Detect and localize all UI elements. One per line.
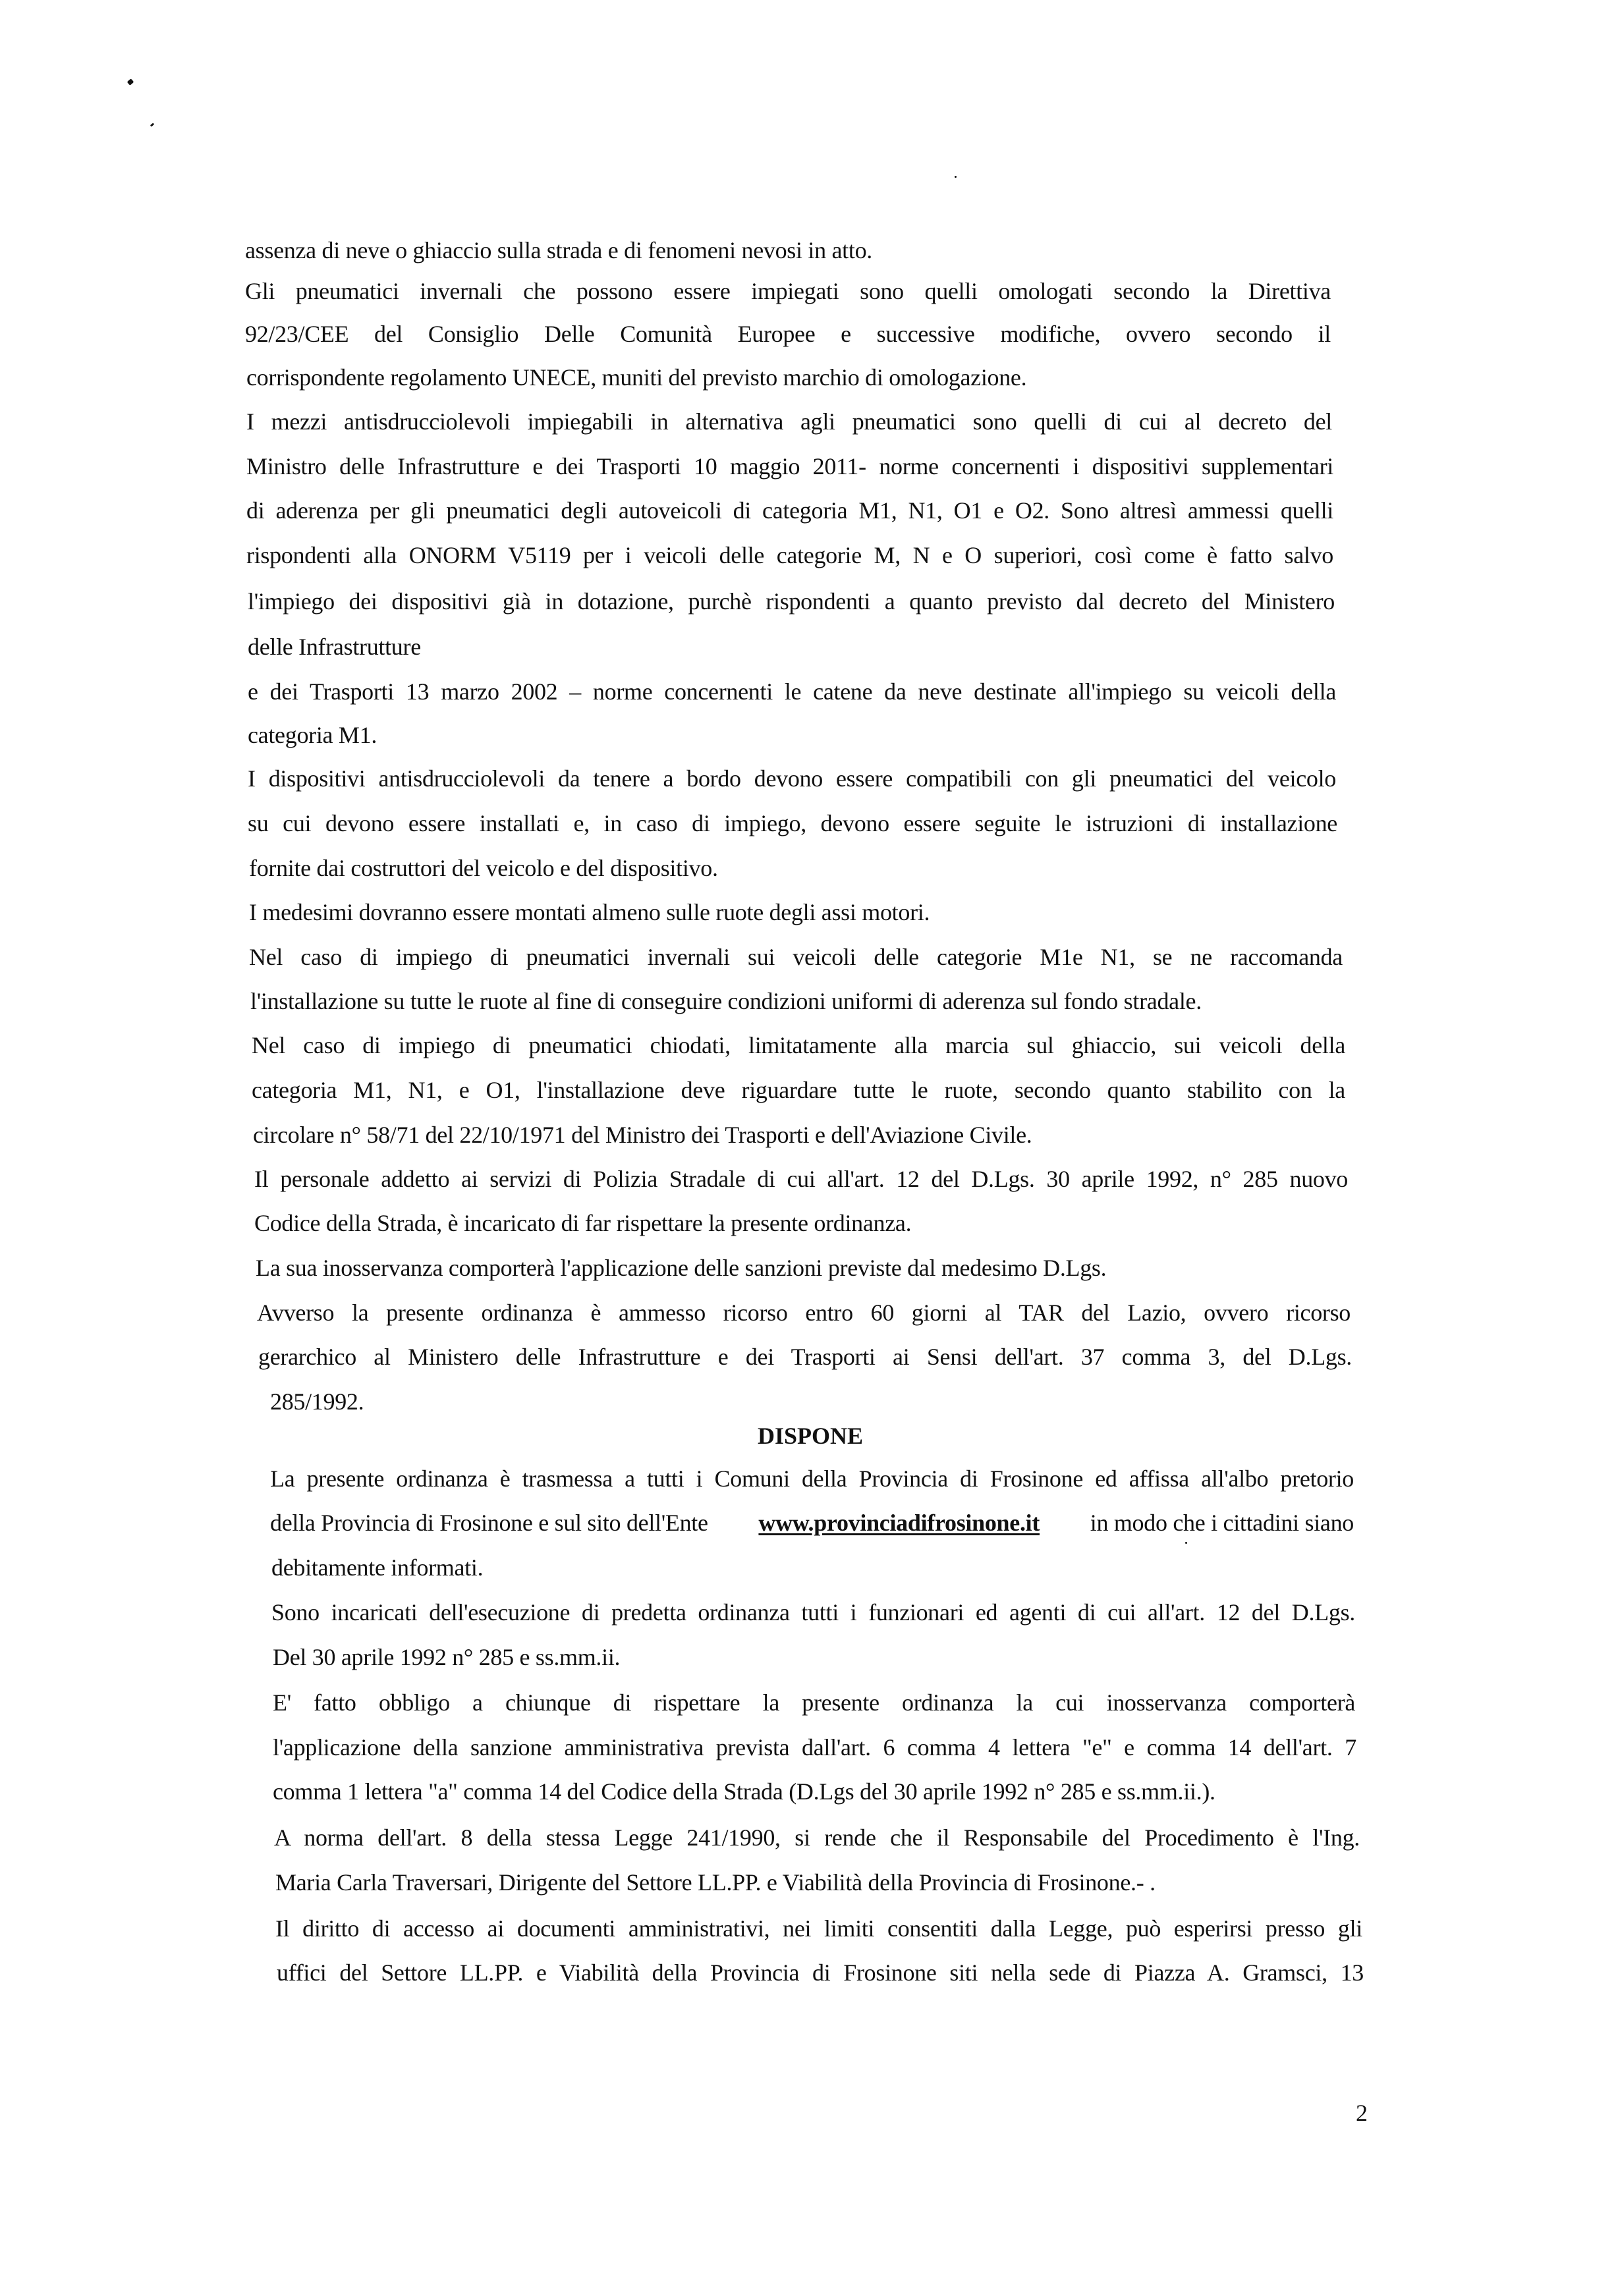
body-line: Gli pneumatici invernali che possono essere impiegati sono quelli omologati secondo la Direttiva [245,278,1331,304]
body-line: assenza di neve o ghiaccio sulla strada e di fenomeni nevosi in atto. [245,237,872,263]
body-line [270,1510,1354,1536]
body-line: Ministro delle Infrastrutture e dei Trasporti 10 maggio 2011- norme concernenti i dispositivi supplementari [246,453,1333,479]
body-line: E' fatto obbligo a chiunque di rispettare la presente ordinanza la cui inosservanza comporterà [273,1689,1355,1716]
body-line: Maria Carla Traversari, Dirigente del Settore LL.PP. e Viabilità della Provincia di Frosinone.- . [275,1869,1156,1896]
body-line: fornite dai costruttori del veicolo e del dispositivo. [249,855,718,881]
body-line: uffici del Settore LL.PP. e Viabilità della Provincia di Frosinone siti nella sede di Piazza A. Gramsci, 13 [277,1959,1364,1986]
body-line: Il diritto di accesso ai documenti amministrativi, nei limiti consentiti dalla Legge, può esperirsi presso gli [275,1915,1362,1942]
body-line: Sono incaricati dell'esecuzione di predetta ordinanza tutti i funzionari ed agenti di cui all'art. 12 del D.Lgs. [271,1599,1355,1626]
body-line: 285/1992. [270,1388,364,1415]
body-line: Nel caso di impiego di pneumatici invernali sui veicoli delle categorie M1e N1, se ne raccomanda [249,944,1343,970]
body-line: Del 30 aprile 1992 n° 285 e ss.mm.ii. [273,1644,621,1670]
body-line: Codice della Strada, è incaricato di far rispettare la presente ordinanza. [254,1210,912,1236]
body-line: La sua inosservanza comporterà l'applicazione delle sanzioni previste dal medesimo D.Lgs. [256,1255,1107,1281]
line-text: della Provincia di Frosinone e sul sito dell'Ente [270,1510,708,1536]
body-line: categoria M1. [248,722,377,748]
body-line: La presente ordinanza è trasmessa a tutti i Comuni della Provincia di Frosinone ed affissa all'albo pretorio [270,1465,1354,1492]
body-line: l'applicazione della sanzione amministrativa prevista dall'art. 6 comma 4 lettera "e" e comma 14 dell'art. 7 [273,1734,1356,1761]
body-line: I mezzi antisdrucciolevoli impiegabili in alternativa agli pneumatici sono quelli di cui al decreto del [246,408,1332,435]
scan-speck [127,78,134,86]
body-line: l'impiego dei dispositivi già in dotazione, purchè rispondenti a quanto previsto dal decreto del Ministero [248,588,1335,615]
scan-speck [1185,1542,1187,1544]
body-line: corrispondente regolamento UNECE, muniti del previsto marchio di omologazione. [246,364,1027,391]
body-line: I dispositivi antisdrucciolevoli da tenere a bordo devono essere compatibili con gli pneumatici del veicolo [248,765,1336,792]
body-line: Nel caso di impiego di pneumatici chiodati, limitatamente alla marcia sul ghiaccio, sui veicoli della [252,1032,1345,1058]
body-line: categoria M1, N1, e O1, l'installazione deve riguardare tutte le ruote, secondo quanto stabilito con la [252,1077,1345,1103]
body-line: 92/23/CEE del Consiglio Delle Comunità Europee e successive modifiche, ovvero secondo il [245,321,1331,347]
page-number: 2 [1356,2100,1368,2126]
body-line: Avverso la presente ordinanza è ammesso ricorso entro 60 giorni al TAR del Lazio, ovvero ricorso [257,1299,1351,1326]
section-heading-dispone: DISPONE [758,1423,864,1449]
body-line: e dei Trasporti 13 marzo 2002 – norme concernenti le catene da neve destinate all'impiego su veicoli della [248,678,1336,705]
body-line: rispondenti alla ONORM V5119 per i veicoli delle categorie M, N e O superiori, così come è fatto salvo [246,542,1333,568]
body-line: A norma dell'art. 8 della stessa Legge 241/1990, si rende che il Responsabile del Procedimento è l'Ing. [274,1824,1360,1851]
body-line: delle Infrastrutture [248,634,421,660]
body-line: comma 1 lettera "a" comma 14 del Codice della Strada (D.Lgs del 30 aprile 1992 n° 285 e ss.mm.ii.). [273,1778,1215,1805]
body-line: di aderenza per gli pneumatici degli autoveicoli di categoria M1, N1, O1 e O2. Sono altresì ammessi quelli [246,497,1333,524]
body-line: su cui devono essere installati e, in caso di impiego, devono essere seguite le istruzioni di installazione [248,810,1337,836]
body-line: I medesimi dovranno essere montati almeno sulle ruote degli assi motori. [249,899,930,925]
body-line: l'installazione su tutte le ruote al fine di conseguire condizioni uniformi di aderenza sul fondo stradale. [250,988,1202,1014]
body-line: debitamente informati. [271,1554,484,1581]
scan-speck [150,123,155,126]
scan-speck [955,176,957,178]
body-line: Il personale addetto ai servizi di Polizia Stradale di cui all'art. 12 del D.Lgs. 30 aprile 1992, n° 285 nuovo [254,1166,1348,1192]
line-text: in modo che i cittadini siano [1090,1510,1354,1536]
website-link[interactable]: www.provinciadifrosinone.it [758,1510,1040,1536]
body-line: gerarchico al Ministero delle Infrastrutture e dei Trasporti ai Sensi dell'art. 37 comma 3, del D.Lgs. [258,1344,1352,1370]
body-line: circolare n° 58/71 del 22/10/1971 del Ministro dei Trasporti e dell'Aviazione Civile. [253,1122,1032,1148]
